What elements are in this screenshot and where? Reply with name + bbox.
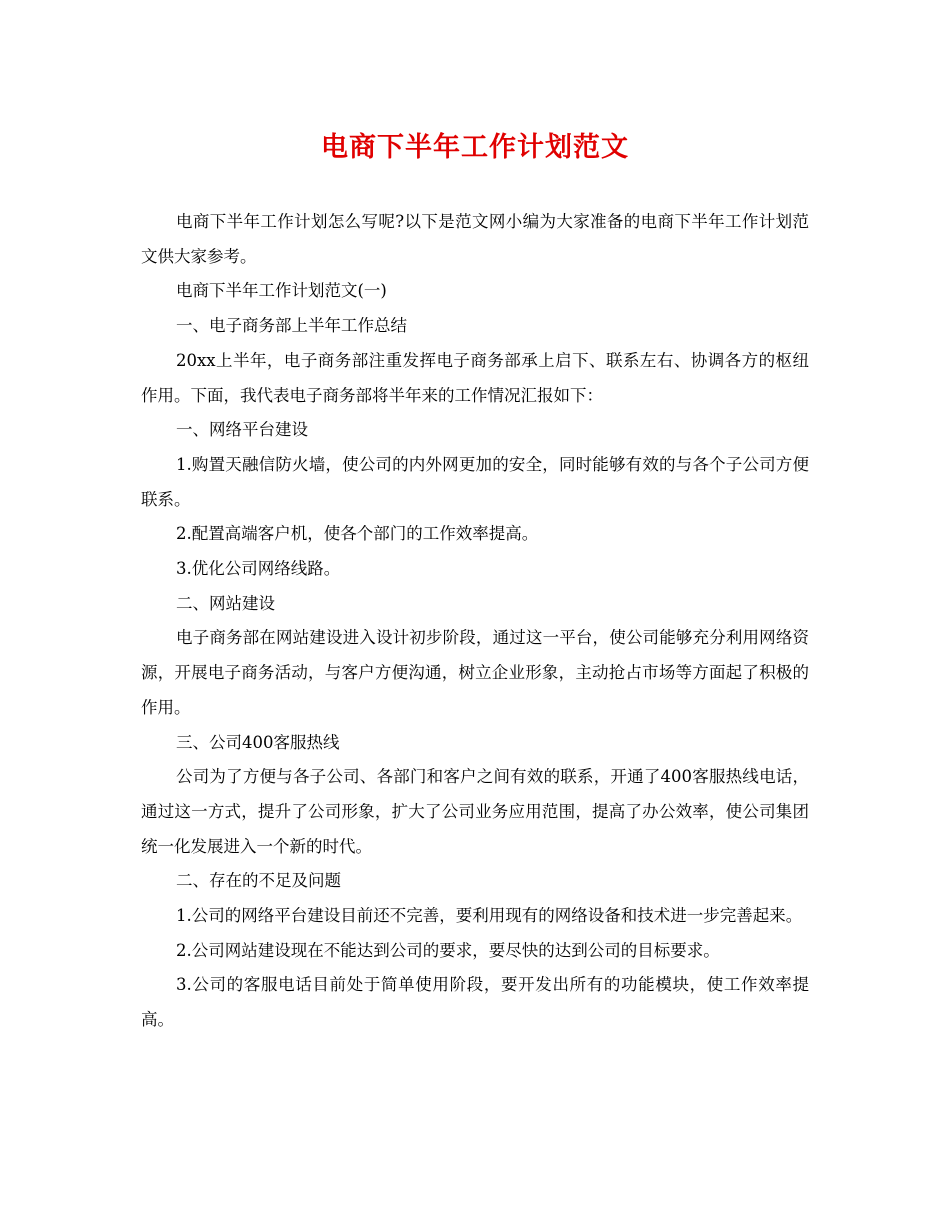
document-title: 电商下半年工作计划范文 (321, 132, 629, 163)
list-item: 2.公司网站建设现在不能达到公司的要求，要尽快的达到公司的目标要求。 (176, 940, 720, 960)
section-heading: 二、网站建设 (176, 593, 275, 613)
list-item: 3.优化公司网络线路。 (176, 559, 341, 579)
body-paragraph: 电子商务部在网站建设进入设计初步阶段，通过这一平台，使公司能够充分利用网络资源，开展电子商务活动，与客户方便沟通，树立企业形象，主动抢占市场等方面起了积极的作用。 (141, 628, 809, 717)
list-item: 2.配置高端客户机，使各个部门的工作效率提高。 (176, 524, 539, 544)
section-heading: 一、电子商务部上半年工作总结 (176, 316, 407, 336)
document-body (141, 205, 809, 1038)
section-heading: 一、网络平台建设 (176, 420, 308, 440)
body-paragraph: 20xx上半年，电子商务部注重发挥电子商务部承上启下、联系左右、协调各方的枢纽作用。下面，我代表电子商务部将半年来的工作情况汇报如下： (141, 350, 809, 405)
list-item: 3.公司的客服电话目前处于简单使用阶段，要开发出所有的功能模块，使工作效率提高。 (141, 975, 809, 1030)
list-item: 1.购置天融信防火墙，使公司的内外网更加的安全，同时能够有效的与各个子公司方便联系。 (141, 454, 809, 509)
section-heading: 三、公司400客服热线 (176, 732, 340, 752)
intro-paragraph: 电商下半年工作计划怎么写呢?以下是范文网小编为大家准备的电商下半年工作计划范文供大家参考。 (141, 212, 809, 266)
body-paragraph: 公司为了方便与各子公司、各部门和客户之间有效的联系，开通了400客服热线电话，通过这一方式，提升了公司形象，扩大了公司业务应用范围，提高了办公效率，使公司集团统一化发展进入一个新的时代。 (141, 767, 809, 856)
section-heading: 二、存在的不足及问题 (176, 871, 341, 891)
list-item: 1.公司的网络平台建设目前还不完善，要利用现有的网络设备和技术进一步完善起来。 (176, 906, 803, 926)
section-heading: 电商下半年工作计划范文(一) (176, 281, 387, 301)
